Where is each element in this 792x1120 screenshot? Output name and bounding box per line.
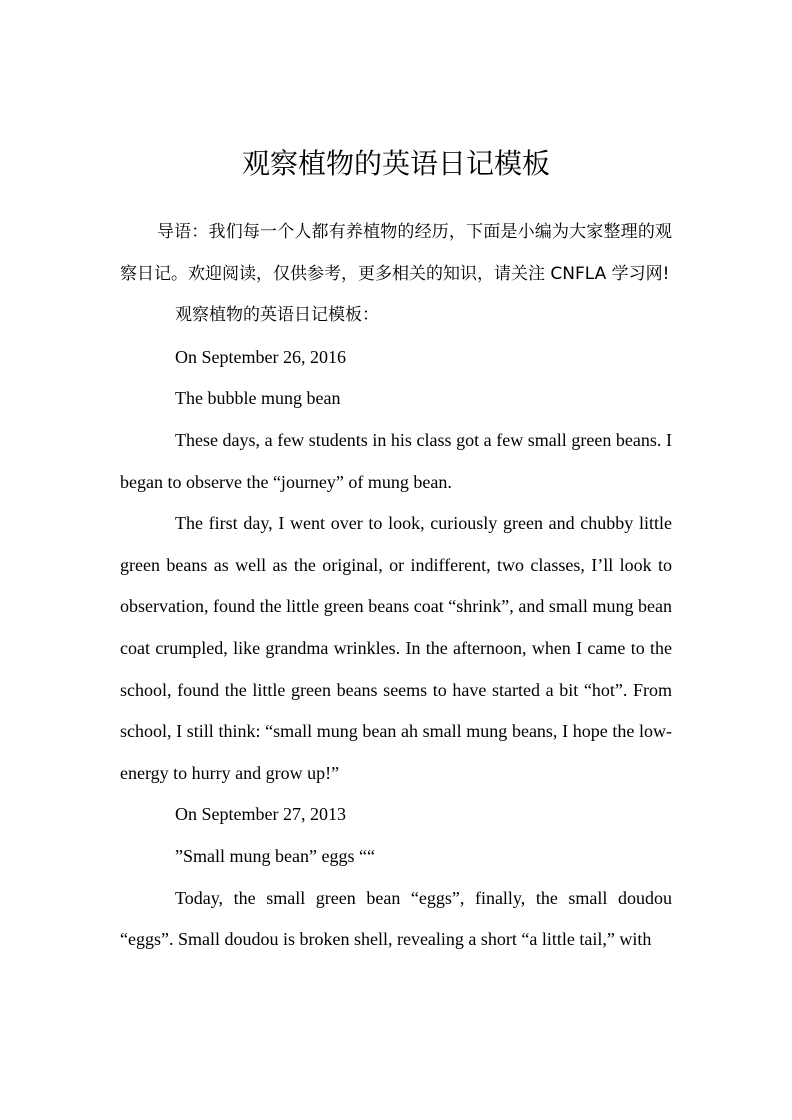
diary-paragraph-3: Today, the small green bean “eggs”, finally, the small doudou “eggs”. Small doudou is broken shell, revealing a short “a little tail,” with bbox=[120, 887, 672, 950]
diary-subtitle-1: The bubble mung bean bbox=[175, 388, 341, 409]
page-title: 观察植物的英语日记模板 bbox=[241, 147, 550, 180]
diary-paragraph-2: The first day, I went over to look, curiously green and chubby little green beans as well as the original, or indifferent, two classes, I’ll look to observation, found the little green beans coat “shrink”, and small mung bean coat crumpled, like grandma wrinkles. In the afternoon, when I came to the school, found the little green beans seems to have started a bit “hot”. From school, I still think: “small mung bean ah small mung beans, I hope the low-energy to hurry and grow up!” bbox=[120, 513, 672, 783]
diary-paragraph-1: These days, a few students in his class got a few small green beans. I began to observe the “journey” of mung bean. bbox=[120, 429, 672, 492]
section-heading: 观察植物的英语日记模板： bbox=[175, 305, 379, 326]
document-body bbox=[120, 212, 672, 961]
diary-date-1: On September 26, 2016 bbox=[175, 346, 346, 367]
intro-paragraph: 导语：我们每一个人都有养植物的经历，下面是小编为大家整理的观察日记。欢迎阅读，仅供参考，更多相关的知识，请关注 CNFLA 学习网! bbox=[120, 222, 672, 284]
diary-date-2: On September 27, 2013 bbox=[175, 804, 346, 825]
diary-subtitle-2: ”Small mung bean” eggs ““ bbox=[175, 845, 375, 866]
